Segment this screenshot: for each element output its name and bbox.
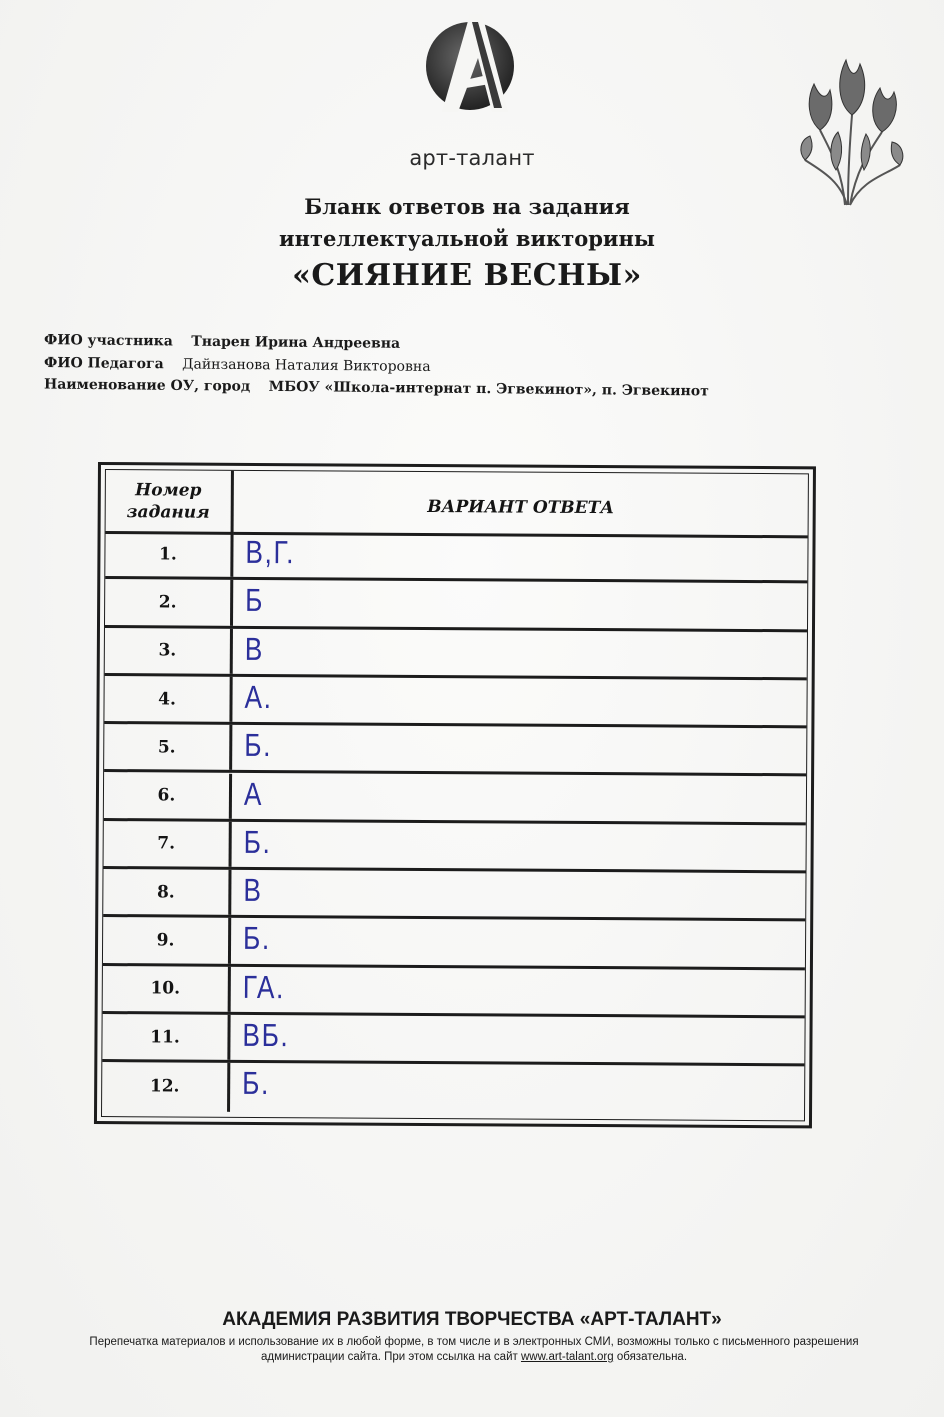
title-line-1: Бланк ответов на задания [304,194,630,219]
title-line-2: интеллектуальной викторины [279,226,655,251]
table-row [105,579,807,632]
task-number: 10. [103,966,231,1012]
site-link[interactable]: www.art-talant.org [520,1351,614,1363]
task-number: 1. [105,531,233,577]
logo-text: арт-талант [409,146,535,170]
handwritten-answer: ГА. [242,968,286,1005]
handwritten-answer: А [243,775,264,812]
task-number: 4. [104,676,232,722]
task-number: 12. [102,1062,230,1111]
answers-table-grid [101,469,809,1121]
school-line [44,377,709,400]
participant-line [44,332,400,352]
teacher-line [44,355,431,375]
task-number: 5. [104,724,232,770]
handwritten-answer: ВБ. [242,1016,290,1054]
crocus-flowers-icon [790,40,910,210]
answers-table-border [94,462,816,1128]
header-num-line1: Номер [135,479,202,501]
teacher-label: ФИО Педагога [43,354,164,373]
table-row [103,869,805,922]
handwritten-answer: В,Г. [245,533,296,571]
task-number: 2. [105,579,233,625]
header-task-number [106,470,234,535]
header-num-line2: задания [126,501,210,523]
table-row [104,676,806,729]
table-row [104,773,806,826]
school-value: МБОУ «Школа-интернат п. Эгвекинот», п. Эгвекинот [268,378,709,400]
table-row [102,1014,804,1067]
teacher-value: Дайнзанова Наталия Викторовна [182,356,431,376]
handwritten-answer: Б. [243,823,272,860]
table-row [105,628,807,681]
footer-title: АКАДЕМИЯ РАЗВИТИЯ ТВОРЧЕСТВА «АРТ-ТАЛАНТ» [222,1309,722,1330]
task-number: 3. [105,628,233,674]
table-row [104,821,806,874]
handwritten-answer: В [244,630,265,667]
table-row [102,1062,804,1115]
handwritten-answer: Б. [244,727,273,764]
task-number: 8. [103,869,231,915]
header-answer: ВАРИАНТ ОТВЕТА [234,471,808,539]
task-number: 6. [104,773,232,819]
answers-table [94,462,816,1128]
school-label: Наименование ОУ, город [43,376,251,395]
handwritten-answer: А. [244,678,273,715]
quiz-name: «СИЯНИЕ ВЕСНЫ» [292,258,642,293]
handwritten-answer: В [243,871,263,909]
handwritten-answer: Б [245,582,265,619]
table-row [105,531,807,584]
table-row [104,724,806,777]
handwritten-answer: Б. [242,920,271,957]
task-number: 11. [102,1014,230,1060]
footer-note [54,1335,894,1365]
participant-label: ФИО участника [43,332,173,350]
task-number: 7. [104,821,232,867]
footer-note-part1: Перепечатка материалов и использование их в любой форме, в том числе и в электронных СМИ, возможны только с письменного разрешения администрации сайта. При этом ссылка на сайт [89,1336,859,1363]
handwritten-answer: Б. [242,1065,271,1102]
participant-value: Тнарен Ирина Андреевна [191,333,401,352]
table-row [103,966,805,1019]
table-row [103,917,805,970]
task-number: 9. [103,917,231,963]
art-talant-logo-icon [420,8,520,120]
footer-note-part2: обязательна. [613,1351,688,1363]
